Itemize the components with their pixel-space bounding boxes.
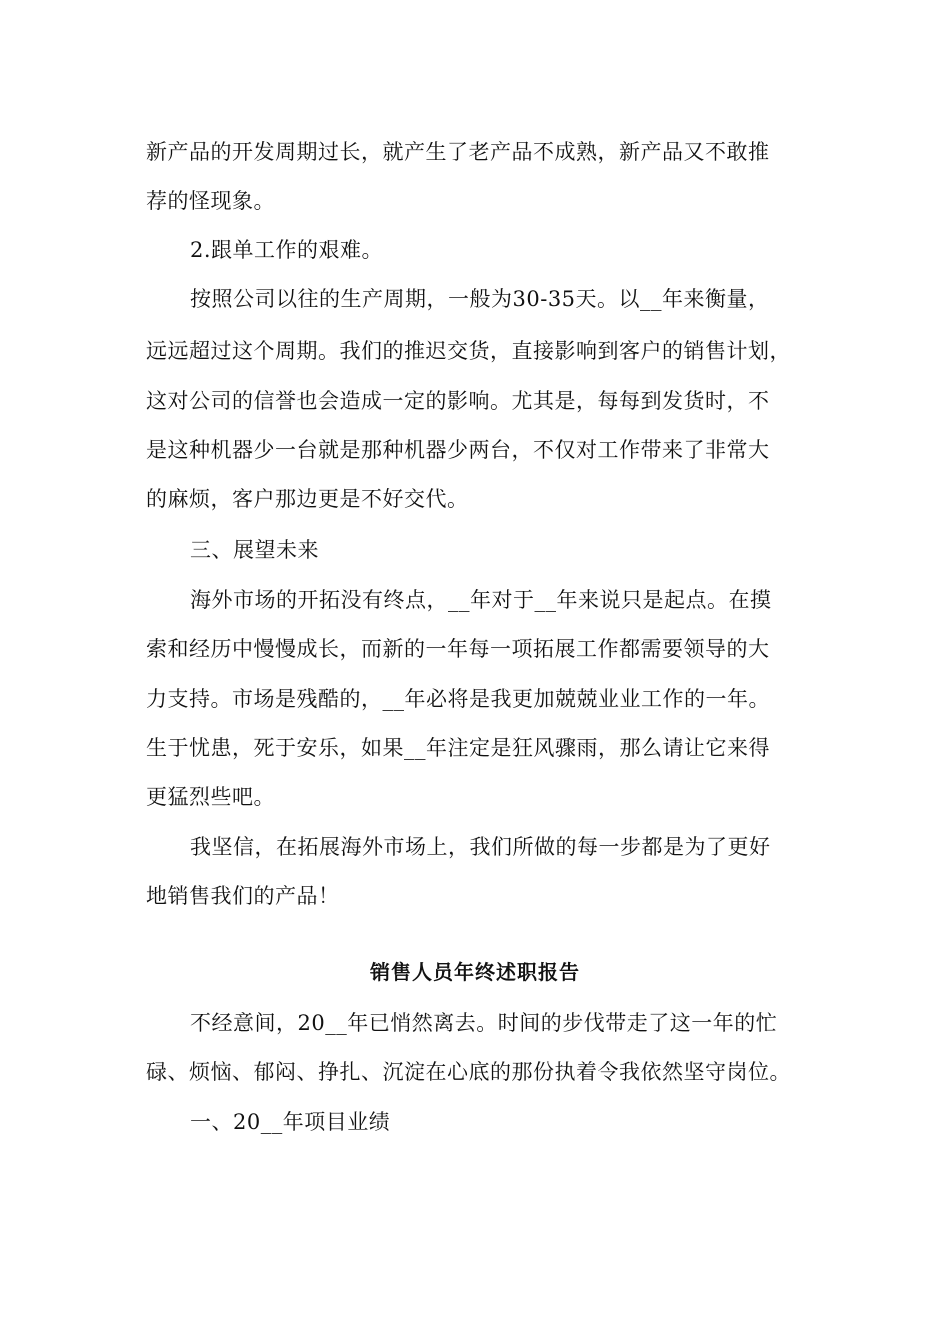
section-heading-one: 一、20__年项目业绩 bbox=[190, 1110, 391, 1134]
paragraph-line: 我坚信，在拓展海外市场上，我们所做的每一步都是为了更好 bbox=[190, 835, 771, 859]
paragraph-line: 新产品的开发周期过长，就产生了老产品不成熟，新产品又不敢推 bbox=[146, 140, 770, 164]
section-heading-three: 三、展望未来 bbox=[190, 538, 319, 562]
paragraph-line: 碌、烦恼、郁闷、挣扎、沉淀在心底的那份执着令我依然坚守岗位。 bbox=[146, 1060, 791, 1084]
paragraph-line: 海外市场的开拓没有终点，__年对于__年来说只是起点。在摸 bbox=[190, 588, 772, 612]
paragraph-line: 荐的怪现象。 bbox=[146, 189, 275, 213]
paragraph-line: 索和经历中慢慢成长，而新的一年每一项拓展工作都需要领导的大 bbox=[146, 637, 770, 661]
paragraph-line: 是这种机器少一台就是那种机器少两台，不仅对工作带来了非常大 bbox=[146, 438, 770, 462]
paragraph-line: 生于忧患，死于安乐，如果__年注定是狂风骤雨，那么请让它来得 bbox=[146, 736, 770, 760]
paragraph-line: 更猛烈些吧。 bbox=[146, 785, 275, 809]
report-title: 销售人员年终述职报告 bbox=[370, 960, 580, 984]
paragraph-line: 不经意间，20__年已悄然离去。时间的步伐带走了这一年的忙 bbox=[190, 1011, 778, 1035]
subheading-item-2: 2.跟单工作的艰难。 bbox=[190, 238, 384, 262]
paragraph-line: 按照公司以往的生产周期，一般为30-35天。以__年来衡量， bbox=[190, 287, 770, 311]
paragraph-line: 地销售我们的产品！ bbox=[146, 884, 340, 908]
paragraph-line: 这对公司的信誉也会造成一定的影响。尤其是，每每到发货时，不 bbox=[146, 389, 770, 413]
paragraph-line: 的麻烦，客户那边更是不好交代。 bbox=[146, 487, 469, 511]
paragraph-line: 力支持。市场是残酷的，__年必将是我更加兢兢业业工作的一年。 bbox=[146, 687, 770, 711]
paragraph-line: 远远超过这个周期。我们的推迟交货，直接影响到客户的销售计划， bbox=[146, 339, 791, 363]
